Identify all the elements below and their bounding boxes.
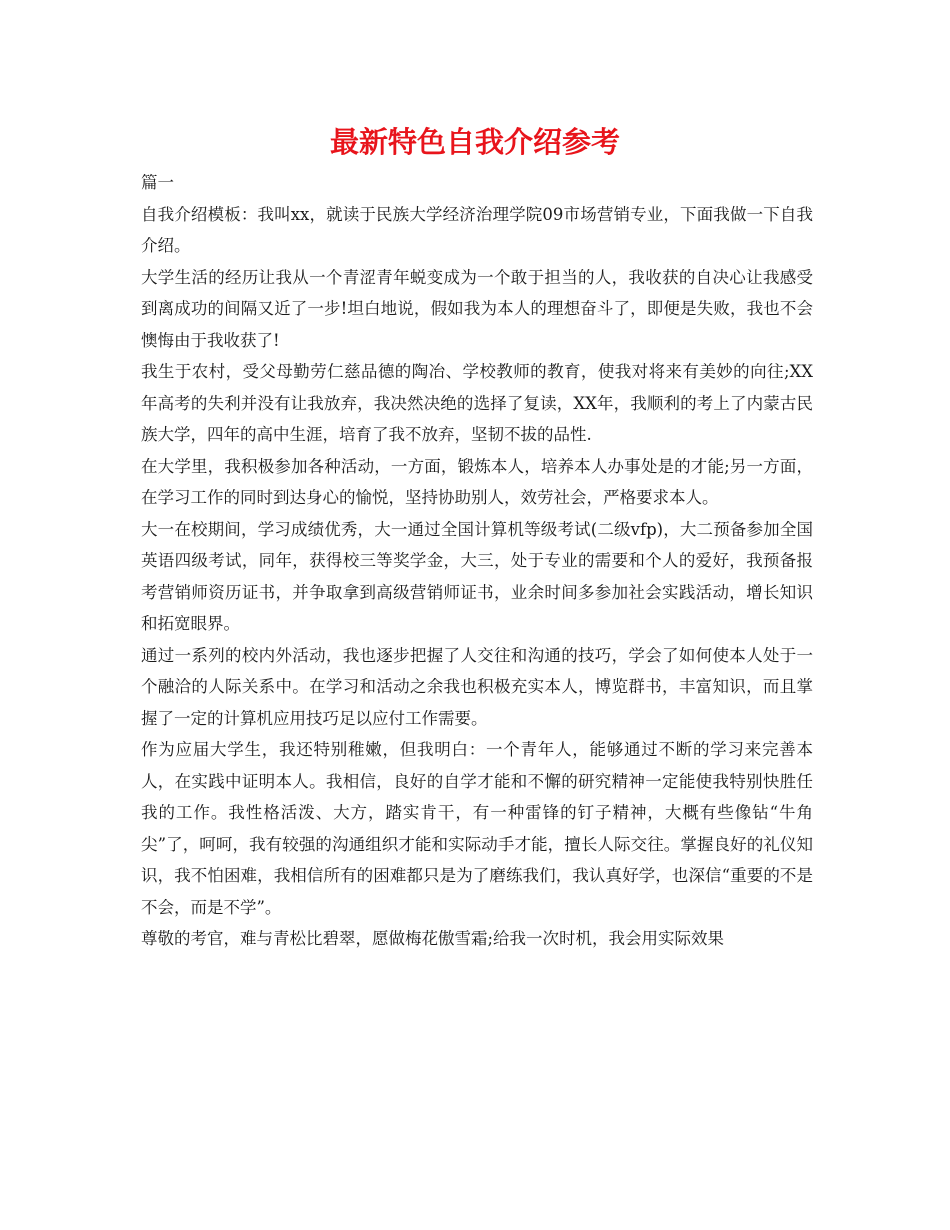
paragraph: 作为应届大学生，我还特别稚嫩，但我明白：一个青年人，能够通过不断的学习来完善本人，在实践中证明本人。我相信，良好的自学才能和不懈的研究精神一定能使我特别快胜任我的工作。我性格活泼、大方，踏实肯干，有一种雷锋的钉子精神，大概有些像钻“牛角尖”了，呵呵，我有较强的沟通组织才能和实际动手才能，擅长人际交往。掌握良好的礼仪知识，我不怕困难，我相信所有的困难都只是为了磨练我们，我认真好学，也深信“重要的不是不会，而是不学”。 <box>141 740 813 917</box>
document-body <box>141 167 813 955</box>
paragraph: 尊敬的考官，难与青松比碧翠，愿做梅花傲雪霜;给我一次时机，我会用实际效果 <box>141 929 725 948</box>
paragraph-section-label: 篇一 <box>141 173 174 192</box>
paragraph: 大一在校期间，学习成绩优秀，大一通过全国计算机等级考试(二级vfp)，大二预备参加全国英语四级考试，同年，获得校三等奖学金，大三，处于专业的需要和个人的爱好，我预备报考营销师资历证书，并争取拿到高级营销师证书，业余时间多参加社会实践活动，增长知识和拓宽眼界。 <box>141 519 813 633</box>
paragraph: 自我介绍模板：我叫xx，就读于民族大学经济治理学院09市场营销专业，下面我做一下自我介绍。 <box>141 204 813 255</box>
paragraph: 大学生活的经历让我从一个青涩青年蜕变成为一个敢于担当的人，我收获的自决心让我感受到离成功的间隔又近了一步!坦白地说，假如我为本人的理想奋斗了，即便是失败，我也不会懊悔由于我收获了! <box>141 267 813 350</box>
paragraph: 在大学里，我积极参加各种活动，一方面，锻炼本人，培养本人办事处是的才能;另一方面，在学习工作的同时到达身心的愉悦，坚持协助别人，效劳社会，严格要求本人。 <box>141 456 813 507</box>
paragraph: 通过一系列的校内外活动，我也逐步把握了人交往和沟通的技巧，学会了如何使本人处于一个融洽的人际关系中。在学习和活动之余我也积极充实本人，博览群书，丰富知识，而且掌握了一定的计算机应用技巧足以应付工作需要。 <box>141 645 813 728</box>
page-title: 最新特色自我介绍参考 <box>329 125 620 159</box>
paragraph: 我生于农村，受父母勤劳仁慈品德的陶冶、学校教师的教育，使我对将来有美妙的向往;XX年高考的失利并没有让我放弃，我决然决绝的选择了复读，XX年，我顺利的考上了内蒙古民族大学，四年的高中生涯，培育了我不放弃，坚韧不拔的品性. <box>141 362 813 444</box>
